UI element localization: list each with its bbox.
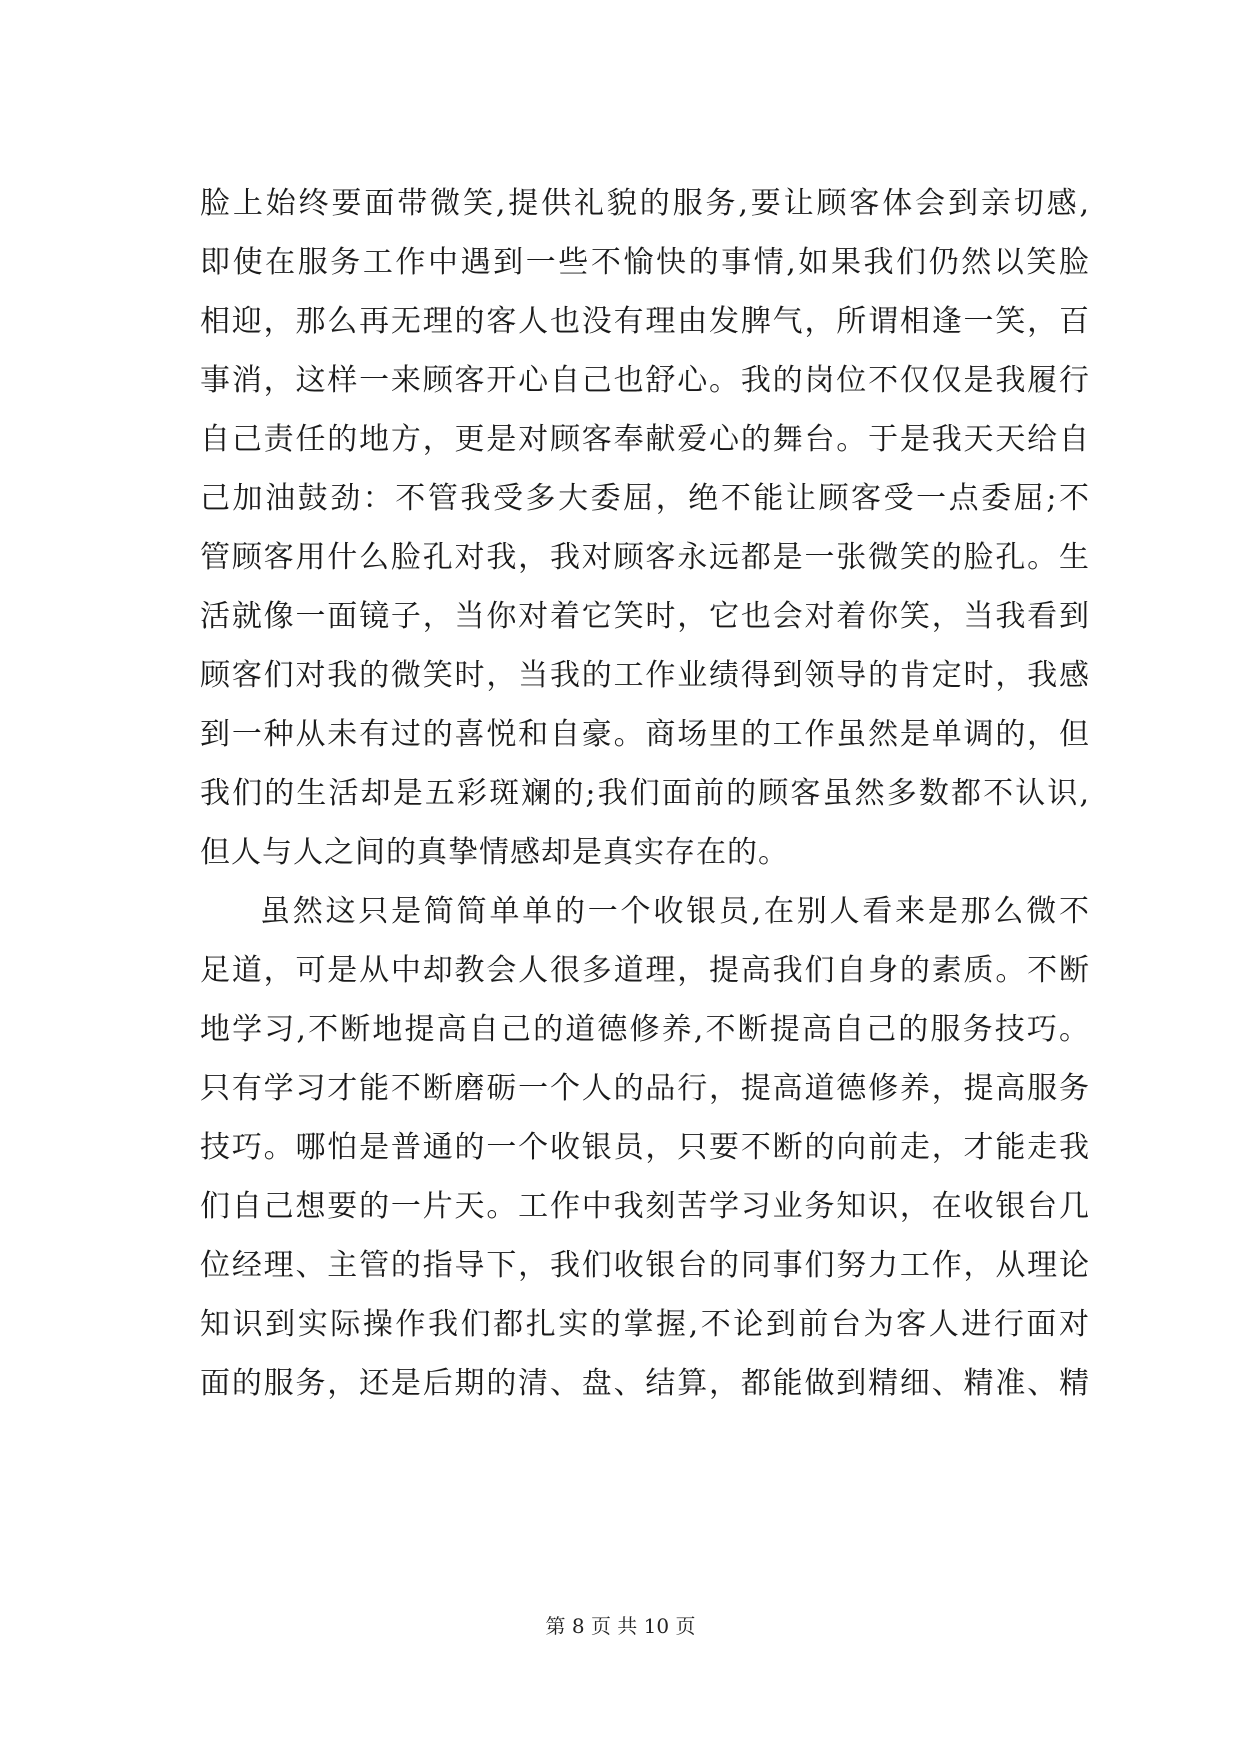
text-line: 到一种从未有过的喜悦和自豪。商场里的工作虽然是单调的，但	[200, 717, 1090, 752]
text-line: 地学习,不断地提高自己的道德修养,不断提高自己的服务技巧。	[200, 1012, 1090, 1047]
page-footer: 第 8 页 共 10 页	[545, 1614, 696, 1638]
text-line: 只有学习才能不断磨砺一个人的品行，提高道德修养，提高服务	[200, 1071, 1090, 1106]
text-line: 技巧。哪怕是普通的一个收银员，只要不断的向前走，才能走我	[200, 1130, 1090, 1165]
text-line: 位经理、主管的指导下，我们收银台的同事们努力工作，从理论	[200, 1248, 1090, 1283]
text-line: 相迎，那么再无理的客人也没有理由发脾气，所谓相逢一笑，百	[200, 304, 1090, 339]
text-line: 们自己想要的一片天。工作中我刻苦学习业务知识，在收银台几	[200, 1189, 1090, 1224]
paragraph-start-line: 虽然这只是简简单单的一个收银员,在别人看来是那么微不	[260, 894, 1090, 929]
text-line: 活就像一面镜子，当你对着它笑时，它也会对着你笑，当我看到	[200, 599, 1090, 634]
paragraph-end-line: 但人与人之间的真挚情感却是真实存在的。	[200, 835, 789, 870]
document-body	[200, 174, 1090, 1413]
text-line: 管顾客用什么脸孔对我，我对顾客永远都是一张微笑的脸孔。生	[200, 540, 1090, 575]
text-line: 脸上始终要面带微笑,提供礼貌的服务,要让顾客体会到亲切感,	[200, 186, 1090, 221]
text-line: 己加油鼓劲：不管我受多大委屈，绝不能让顾客受一点委屈;不	[200, 481, 1090, 516]
text-line: 我们的生活却是五彩斑斓的;我们面前的顾客虽然多数都不认识,	[200, 776, 1090, 811]
text-line: 即使在服务工作中遇到一些不愉快的事情,如果我们仍然以笑脸	[200, 245, 1090, 280]
text-line: 足道，可是从中却教会人很多道理，提高我们自身的素质。不断	[200, 953, 1090, 988]
text-line: 面的服务，还是后期的清、盘、结算，都能做到精细、精准、精	[200, 1366, 1090, 1401]
text-line: 知识到实际操作我们都扎实的掌握,不论到前台为客人进行面对	[200, 1307, 1090, 1342]
text-line: 事消，这样一来顾客开心自己也舒心。我的岗位不仅仅是我履行	[200, 363, 1090, 398]
text-line: 自己责任的地方，更是对顾客奉献爱心的舞台。于是我天天给自	[200, 422, 1090, 457]
text-line: 顾客们对我的微笑时，当我的工作业绩得到领导的肯定时，我感	[200, 658, 1090, 693]
